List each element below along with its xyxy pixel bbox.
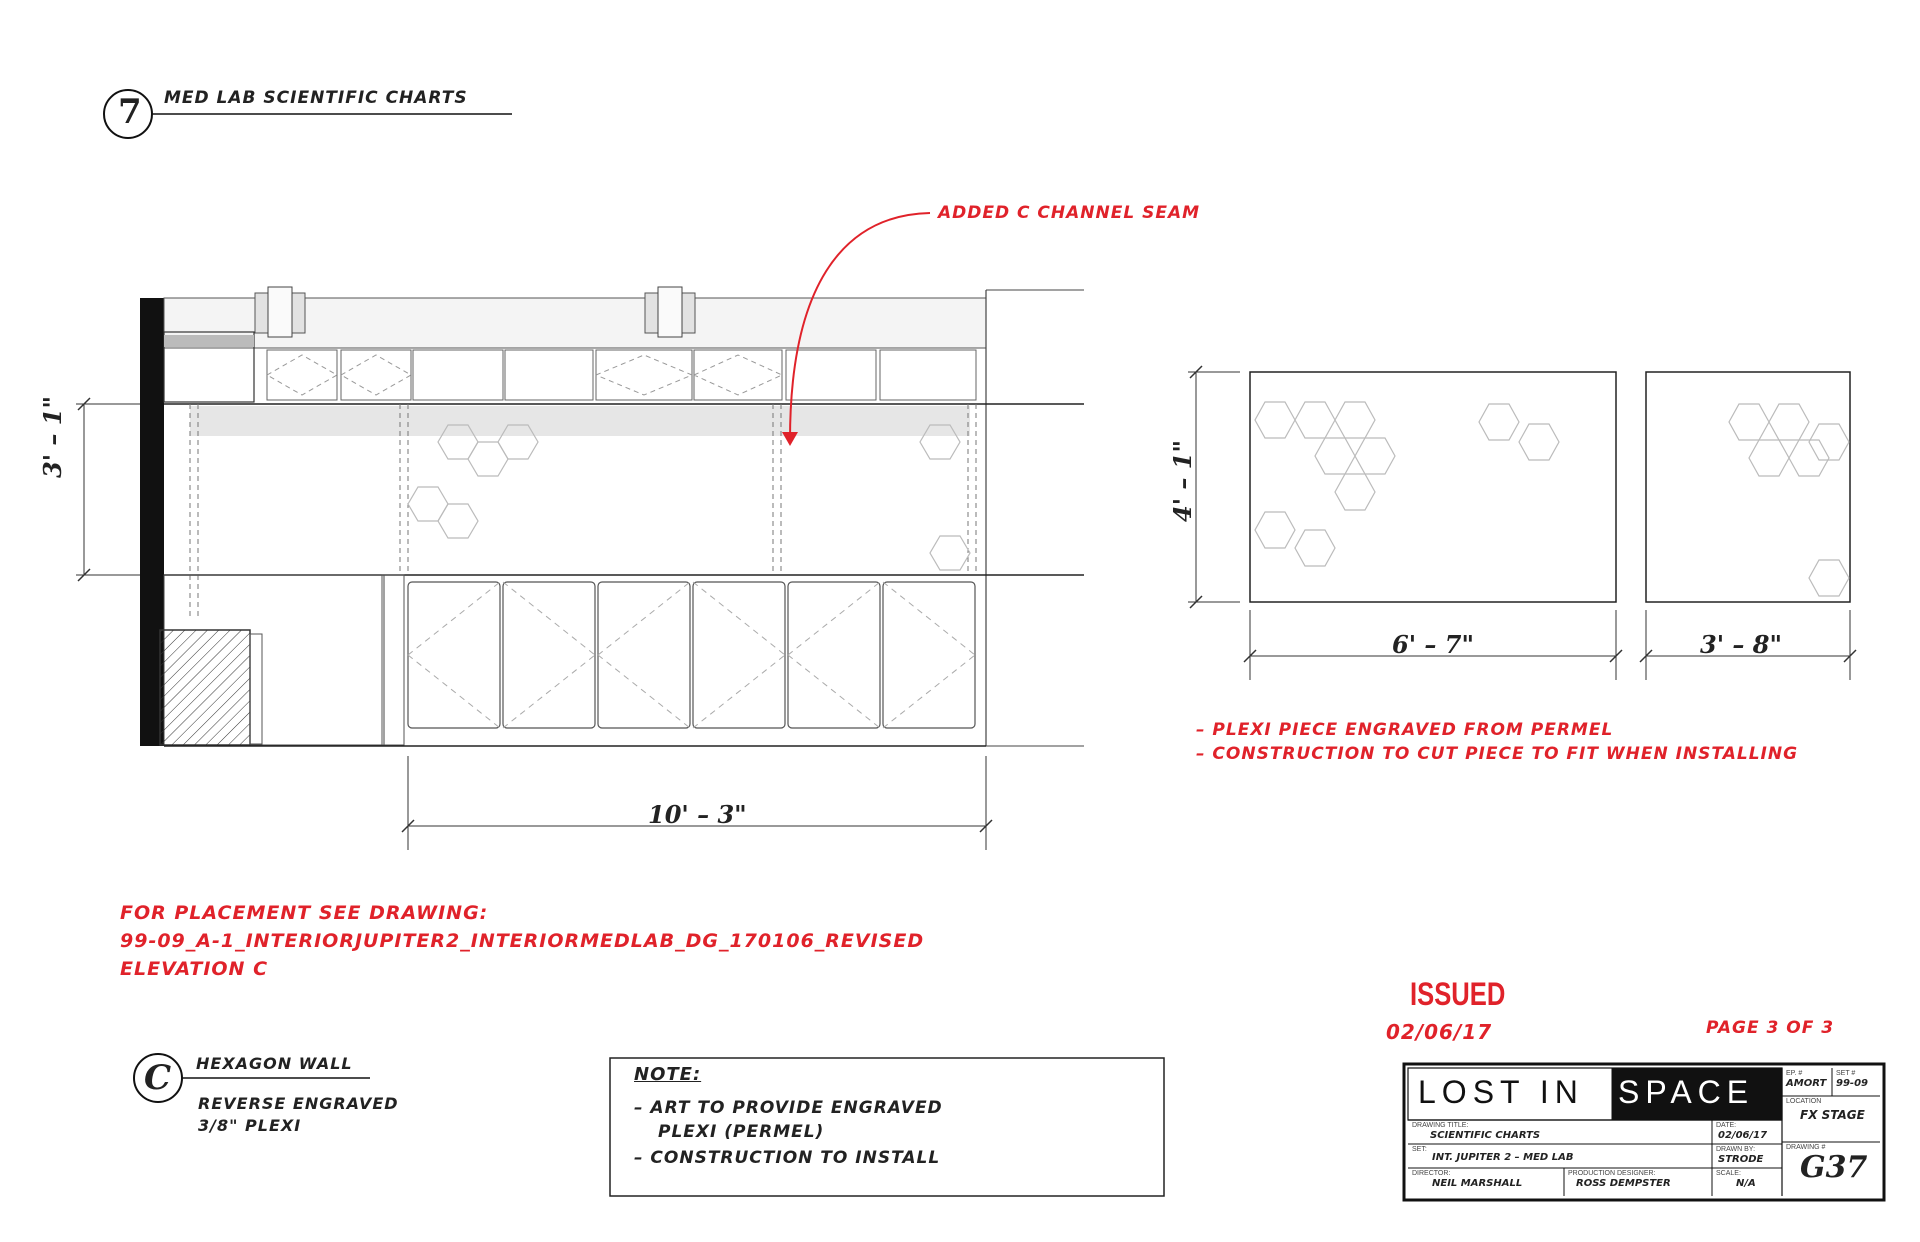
elevation-drawing (76, 287, 1084, 850)
set-no-label: SET # (1836, 1070, 1856, 1077)
panel-b-width-dim: 3' – 8" (1700, 630, 1782, 659)
drawn-by-value: STRODE (1718, 1154, 1764, 1165)
ep-value: AMORT (1786, 1078, 1827, 1089)
location-value: FX STAGE (1800, 1108, 1865, 1122)
director-label: DIRECTOR: (1412, 1170, 1451, 1177)
set-no-value: 99-09 (1836, 1078, 1868, 1089)
plexi-note-2: – CONSTRUCTION TO CUT PIECE TO FIT WHEN INSTALLING (1196, 744, 1799, 764)
placement-line-2: 99-09_A-1_INTERIORJUPITER2_INTERIORMEDLAB_DG_170106_REVISED (120, 930, 925, 952)
logo-space: SPACE (1618, 1074, 1755, 1110)
pd-value: ROSS DEMPSTER (1576, 1178, 1671, 1189)
note-line-1: – ART TO PROVIDE ENGRAVED (634, 1098, 943, 1118)
seam-callout-label: ADDED C CHANNEL SEAM (938, 203, 1201, 223)
drawn-by-label: DRAWN BY: (1716, 1146, 1756, 1153)
section-7-title: MED LAB SCIENTIFIC CHARTS (164, 88, 468, 108)
panel-a-width-dim: 6' – 7" (1392, 630, 1474, 659)
logo-lost-in: LOST IN (1418, 1074, 1584, 1110)
drawing-no-value: G37 (1800, 1150, 1868, 1185)
issued-stamp: ISSUED (1410, 976, 1506, 1012)
date-label: DATE: (1716, 1122, 1737, 1129)
scale-value: N/A (1736, 1178, 1756, 1189)
note-line-3: – CONSTRUCTION TO INSTALL (634, 1148, 941, 1168)
note-heading: NOTE: (634, 1064, 702, 1085)
section-c-title: HEXAGON WALL (196, 1054, 353, 1073)
note-line-2: PLEXI (PERMEL) (658, 1122, 825, 1142)
section-7-number: 7 (118, 92, 142, 132)
section-c-letter: C (144, 1058, 172, 1098)
drawing-no-label: DRAWING # (1786, 1144, 1826, 1151)
drawing-title-label: DRAWING TITLE: (1412, 1122, 1469, 1129)
director-value: NEIL MARSHALL (1432, 1178, 1523, 1189)
page-number: PAGE 3 OF 3 (1706, 1018, 1835, 1038)
elev-height-dim: 3' – 1" (38, 396, 67, 478)
set-name-label: SET: (1412, 1146, 1427, 1153)
plexi-note-1: – PLEXI PIECE ENGRAVED FROM PERMEL (1196, 720, 1614, 740)
placement-line-3: ELEVATION C (120, 958, 269, 980)
set-name-value: INT. JUPITER 2 – MED LAB (1432, 1152, 1574, 1163)
pd-label: PRODUCTION DESIGNER: (1568, 1170, 1656, 1177)
location-label: LOCATION (1786, 1098, 1822, 1105)
section-c-line-1: REVERSE ENGRAVED (198, 1094, 399, 1113)
drawing-title-value: SCIENTIFIC CHARTS (1430, 1130, 1541, 1141)
placement-line-1: FOR PLACEMENT SEE DRAWING: (120, 902, 489, 924)
issued-date: 02/06/17 (1386, 1020, 1493, 1044)
date-value: 02/06/17 (1718, 1130, 1768, 1141)
scale-label: SCALE: (1716, 1170, 1741, 1177)
ep-label: EP. # (1786, 1070, 1803, 1077)
panel-height-dim: 4' – 1" (1168, 440, 1197, 522)
elev-width-dim: 10' – 3" (648, 800, 747, 829)
section-c-line-2: 3/8" PLEXI (198, 1116, 302, 1135)
